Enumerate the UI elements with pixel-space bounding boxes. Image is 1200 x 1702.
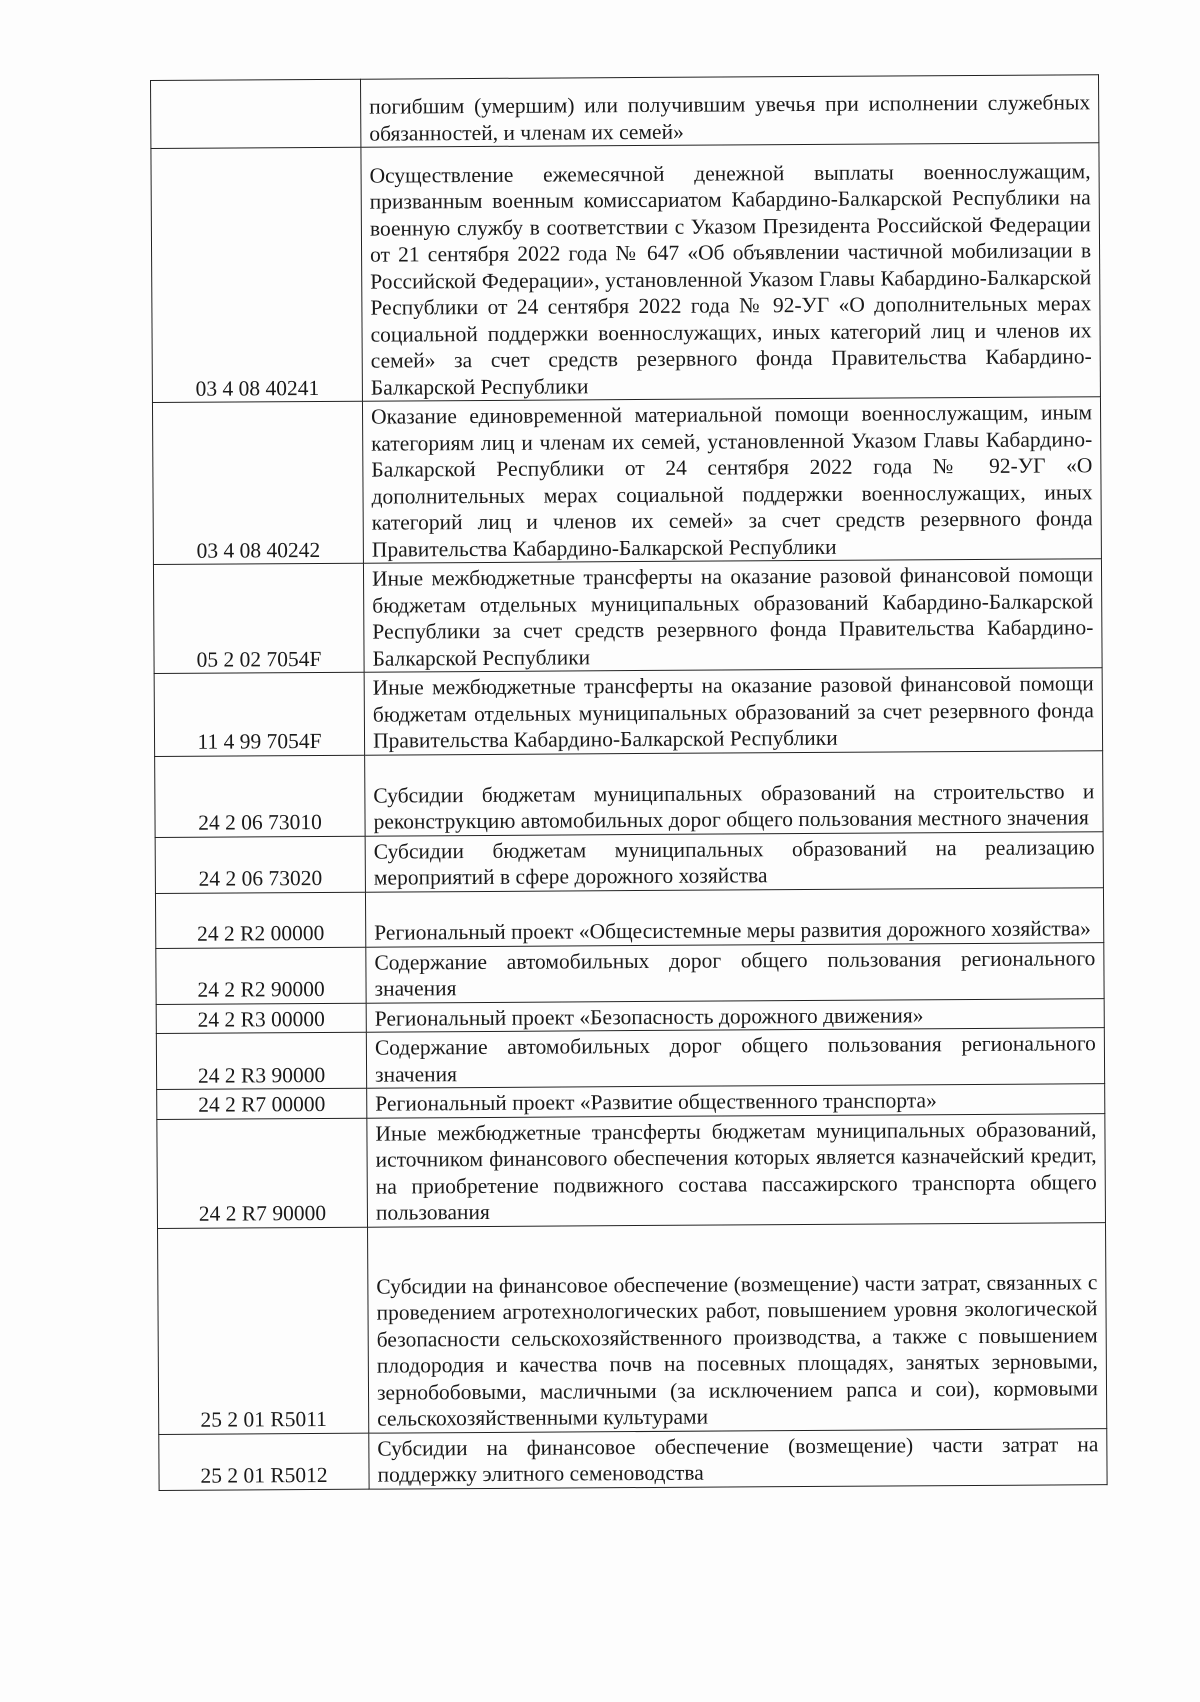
code-cell: 24 2 R7 90000 xyxy=(157,1118,368,1228)
description-cell: Региональный проект «Развитие общественного транспорта» xyxy=(367,1084,1105,1118)
table-row xyxy=(154,668,1102,756)
table-row xyxy=(156,1028,1104,1090)
table-row xyxy=(159,1428,1107,1490)
description-cell: Содержание автомобильных дорог общего пользования регионального значения xyxy=(366,1028,1104,1089)
table-row xyxy=(153,559,1102,674)
table-row xyxy=(152,397,1101,565)
code-cell: 24 2 06 73010 xyxy=(155,755,365,837)
description-cell: Иные межбюджетные трансферты на оказание разовой финансовой помощи бюджетам отдельных муниципальных образований за счет резервного фонда Правительства Кабардино-Балкарской Республики xyxy=(364,668,1102,755)
code-cell: 24 2 R2 90000 xyxy=(156,947,366,1004)
code-cell: 24 2 R3 90000 xyxy=(156,1032,366,1089)
code-cell: 25 2 01 R5012 xyxy=(159,1433,369,1490)
description-cell: Осуществление ежемесячной денежной выплаты военнослужащим, призванным военным комиссариатом Кабардино-Балкарской Республики на военную службу в соответствии с Указом Президента Российской Федерации от 21 сентября 2022 года № 647 «Об объявлении частичной мобилизации в Российской Федерации», установленной Указом Главы Кабардино-Балкарской Республики от 24 сентября 2022 года № 92-УГ «О дополнительных мерах социальной поддержки военнослужащих, иных категорий лиц и членов их семей» за счет средств резервного фонда Правительства Кабардино-Балкарской Республики xyxy=(361,143,1101,402)
description-cell: Иные межбюджетные трансферты бюджетам муниципальных образований, источником финансового обеспечения которых является казначейский кредит, на приобретение подвижного состава пассажирского транспорта общего пользования xyxy=(367,1113,1106,1227)
code-cell: 11 4 99 7054F xyxy=(154,672,365,756)
table-row xyxy=(158,1222,1107,1434)
description-cell: Содержание автомобильных дорог общего пользования регионального значения xyxy=(366,942,1104,1003)
description-cell: погибшим (умершим) или получившим увечья при исполнении служебных обязанностей, и членам их семей» xyxy=(360,75,1098,148)
description-cell: Региональный проект «Безопасность дорожного движения» xyxy=(366,998,1104,1032)
code-cell: 03 4 08 40242 xyxy=(152,401,363,564)
description-cell: Оказание единовременной материальной помощи военнослужащим, иным категориям лиц и членам их семей, установленной Указом Главы Кабардино-Балкарской Республики от 24 сентября 2022 года № 92-УГ «О дополнительных мерах социальной поддержки военнослужащих, иных категорий лиц и членов их семей» за счет средств резервного фонда Правительства Кабардино-Балкарской Республики xyxy=(362,397,1101,564)
description-cell: Субсидии бюджетам муниципальных образований на реализацию мероприятий в сфере дорожного хозяйства xyxy=(365,831,1103,892)
description-cell: Субсидии на финансовое обеспечение (возмещение) части затрат, связанных с проведением агротехнологических работ, повышением уровня экологической безопасности сельскохозяйственного производства, а также с повышением плодородия и качества почв на посевных площадях, занятых зерновыми, зернобобовыми, масличными (за исключением рапса и сои), кормовыми сельскохозяйственными культурами xyxy=(368,1222,1107,1433)
code-cell: 24 2 R7 00000 xyxy=(157,1088,367,1119)
code-cell: 24 2 R3 00000 xyxy=(156,1003,366,1034)
code-cell: 24 2 R2 00000 xyxy=(155,892,365,948)
description-cell: Субсидии бюджетам муниципальных образований на строительство и реконструкцию автомобильных дорог общего пользования местного значения xyxy=(365,750,1103,836)
table-row xyxy=(156,942,1104,1004)
table-row xyxy=(155,831,1103,893)
code-cell: 03 4 08 40241 xyxy=(151,147,363,402)
description-cell: Иные межбюджетные трансферты на оказание разовой финансовой помощи бюджетам отдельных муниципальных образований Кабардино-Балкарской Республики за счет средств резервного фонда Правительства Кабардино-Балкарской Республики xyxy=(363,559,1102,673)
description-cell: Региональный проект «Общесистемные меры развития дорожного хозяйства» xyxy=(365,887,1103,947)
table-row xyxy=(155,887,1103,948)
code-cell: 25 2 01 R5011 xyxy=(158,1227,369,1434)
table-row xyxy=(157,1113,1106,1228)
table-row xyxy=(151,143,1101,403)
code-cell: 24 2 06 73020 xyxy=(155,836,365,893)
code-cell xyxy=(151,79,361,148)
table-row xyxy=(155,750,1103,837)
code-cell: 05 2 02 7054F xyxy=(153,563,364,673)
budget-classification-table xyxy=(150,74,1108,1490)
table-row xyxy=(151,75,1099,149)
description-cell: Субсидии на финансовое обеспечение (возмещение) части затрат на поддержку элитного семеноводства xyxy=(369,1428,1107,1489)
